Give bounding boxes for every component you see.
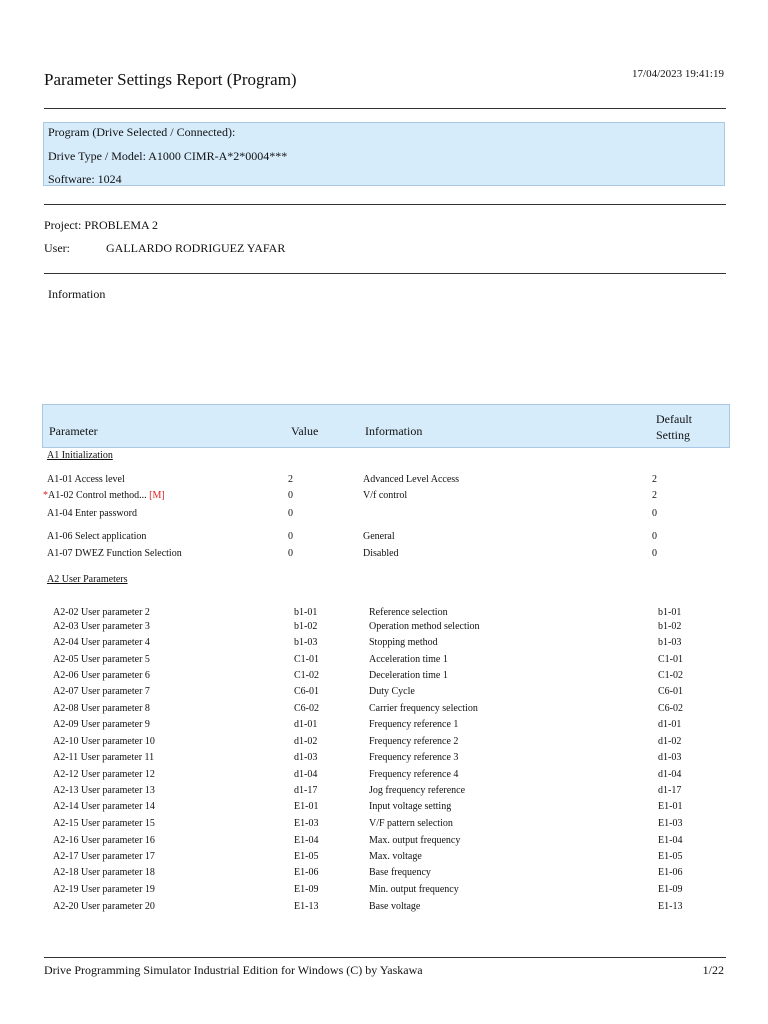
row-default: 2 (652, 490, 657, 501)
row-information: Operation method selection (369, 621, 480, 632)
row-value: E1-13 (294, 901, 319, 912)
row-value: C1-02 (294, 670, 319, 681)
row-value: E1-03 (294, 818, 319, 829)
report-title: Parameter Settings Report (Program) (44, 70, 297, 89)
table-row (0, 531, 768, 547)
row-information: Frequency reference 1 (369, 719, 459, 730)
row-parameter: A2-06 User parameter 6 (53, 670, 150, 681)
row-information: Reference selection (369, 607, 448, 618)
row-value: C1-01 (294, 654, 319, 665)
header-default-line1: Default (656, 412, 692, 426)
row-information: Acceleration time 1 (369, 654, 448, 665)
row-default: 2 (652, 474, 657, 485)
row-information: General (363, 531, 395, 542)
row-value: 0 (288, 548, 293, 559)
row-parameter: A2-12 User parameter 12 (53, 769, 155, 780)
drive-software: Software: 1024 (48, 172, 122, 186)
row-default: d1-01 (658, 719, 682, 730)
table-row (0, 801, 768, 817)
row-information: Jog frequency reference (369, 785, 466, 796)
section-a2-heading: A2 User Parameters (47, 574, 128, 585)
row-value: C6-02 (294, 703, 319, 714)
user-label: User: (44, 241, 70, 255)
row-default: E1-01 (658, 801, 683, 812)
row-information: Base frequency (369, 867, 431, 878)
header-information: Information (365, 424, 423, 438)
row-value: E1-06 (294, 867, 319, 878)
row-information: Disabled (363, 548, 399, 559)
table-row (0, 736, 768, 752)
row-value: d1-04 (294, 769, 318, 780)
table-row (0, 901, 768, 917)
row-parameter: A2-04 User parameter 4 (53, 637, 150, 648)
row-parameter: A2-10 User parameter 10 (53, 736, 155, 747)
row-parameter (48, 490, 165, 501)
table-row (0, 490, 768, 506)
row-parameter: A2-02 User parameter 2 (53, 607, 150, 618)
table-row (0, 548, 768, 564)
row-default: b1-02 (658, 621, 682, 632)
row-value: 2 (288, 474, 293, 485)
table-row (0, 769, 768, 785)
table-row (0, 752, 768, 768)
row-value: d1-02 (294, 736, 318, 747)
row-parameter: A2-11 User parameter 11 (53, 752, 155, 763)
table-row (0, 670, 768, 686)
table-row (0, 835, 768, 851)
table-row (0, 637, 768, 653)
row-parameter: A1-07 DWEZ Function Selection (47, 548, 182, 559)
row-parameter: A2-09 User parameter 9 (53, 719, 150, 730)
header-default-line2: Setting (656, 428, 691, 442)
row-information: Deceleration time 1 (369, 670, 448, 681)
header-value: Value (291, 424, 319, 438)
table-row (0, 508, 768, 524)
row-default: E1-09 (658, 884, 683, 895)
row-default: 0 (652, 531, 657, 542)
row-value: E1-04 (294, 835, 319, 846)
row-parameter: A2-13 User parameter 13 (53, 785, 155, 796)
row-value: b1-02 (294, 621, 318, 632)
row-parameter: A2-20 User parameter 20 (53, 901, 155, 912)
row-default: E1-04 (658, 835, 683, 846)
row-parameter: A2-18 User parameter 18 (53, 867, 155, 878)
row-parameter: A1-06 Select application (47, 531, 147, 542)
drive-program-line: Program (Drive Selected / Connected): (48, 125, 236, 139)
footer-text: Drive Programming Simulator Industrial Edition for Windows (C) by Yaskawa (44, 963, 423, 977)
row-information: Stopping method (369, 637, 438, 648)
divider (44, 957, 726, 958)
row-default: b1-03 (658, 637, 682, 648)
row-information: Max. output frequency (369, 835, 461, 846)
table-row (0, 474, 768, 490)
row-information: Frequency reference 2 (369, 736, 459, 747)
row-default: E1-06 (658, 867, 683, 878)
information-label: Information (48, 287, 106, 301)
table-row (0, 621, 768, 637)
row-parameter: A1-04 Enter password (47, 508, 137, 519)
row-parameter: A2-19 User parameter 19 (53, 884, 155, 895)
row-value: E1-05 (294, 851, 319, 862)
table-row (0, 703, 768, 719)
row-value: 0 (288, 508, 293, 519)
drive-info-box (43, 122, 725, 186)
row-default: C1-01 (658, 654, 683, 665)
row-default: d1-04 (658, 769, 682, 780)
row-information: Min. output frequency (369, 884, 459, 895)
row-default: E1-03 (658, 818, 683, 829)
row-default: 0 (652, 548, 657, 559)
table-row (0, 851, 768, 867)
table-row (0, 686, 768, 702)
row-value: 0 (288, 490, 293, 501)
row-parameter: A2-07 User parameter 7 (53, 686, 150, 697)
table-row (0, 719, 768, 735)
row-information: Advanced Level Access (363, 474, 460, 485)
row-parameter: A1-01 Access level (47, 474, 125, 485)
project-line: Project: PROBLEMA 2 (44, 218, 159, 232)
row-default: d1-02 (658, 736, 682, 747)
row-default: 0 (652, 508, 657, 519)
row-value: E1-09 (294, 884, 319, 895)
page-number: 1/22 (702, 963, 724, 977)
row-default: d1-17 (658, 785, 682, 796)
row-information: Frequency reference 4 (369, 769, 459, 780)
row-information: Input voltage setting (369, 801, 452, 812)
row-information: V/F pattern selection (369, 818, 453, 829)
divider (44, 204, 726, 205)
table-header (42, 404, 730, 448)
row-default: b1-01 (658, 607, 682, 618)
row-value: d1-01 (294, 719, 318, 730)
section-a1-heading: A1 Initialization (47, 450, 113, 461)
row-parameter: A2-08 User parameter 8 (53, 703, 150, 714)
header-parameter: Parameter (49, 424, 98, 438)
row-value: 0 (288, 531, 293, 542)
row-information: Duty Cycle (369, 686, 415, 697)
row-information: Frequency reference 3 (369, 752, 459, 763)
row-parameter-text: A1-02 Control method... (48, 490, 147, 501)
row-default: E1-05 (658, 851, 683, 862)
row-value: b1-03 (294, 637, 318, 648)
drive-type-model: Drive Type / Model: A1000 CIMR-A*2*0004*** (48, 149, 288, 163)
row-value: b1-01 (294, 607, 318, 618)
row-value: d1-17 (294, 785, 318, 796)
row-default: C6-02 (658, 703, 683, 714)
row-value: E1-01 (294, 801, 319, 812)
row-information: Carrier frequency selection (369, 703, 478, 714)
row-value: d1-03 (294, 752, 318, 763)
row-information: V/f control (363, 490, 408, 501)
divider (44, 108, 726, 109)
row-parameter: A2-17 User parameter 17 (53, 851, 155, 862)
row-default: E1-13 (658, 901, 683, 912)
row-parameter: A2-15 User parameter 15 (53, 818, 155, 829)
row-information: Max. voltage (369, 851, 422, 862)
row-parameter: A2-14 User parameter 14 (53, 801, 155, 812)
modified-flag: [M] (149, 490, 165, 501)
report-timestamp: 17/04/2023 19:41:19 (632, 68, 724, 80)
row-default: C1-02 (658, 670, 683, 681)
row-parameter: A2-03 User parameter 3 (53, 621, 150, 632)
row-parameter: A2-16 User parameter 16 (53, 835, 155, 846)
table-row (0, 785, 768, 801)
row-default: d1-03 (658, 752, 682, 763)
table-row (0, 818, 768, 834)
user-name: GALLARDO RODRIGUEZ YAFAR (106, 241, 286, 255)
table-row (0, 654, 768, 670)
row-information: Base voltage (369, 901, 421, 912)
row-parameter: A2-05 User parameter 5 (53, 654, 150, 665)
modified-marker: * (43, 490, 48, 501)
table-row (0, 884, 768, 900)
divider (44, 273, 726, 274)
row-default: C6-01 (658, 686, 683, 697)
row-value: C6-01 (294, 686, 319, 697)
table-row (0, 867, 768, 883)
